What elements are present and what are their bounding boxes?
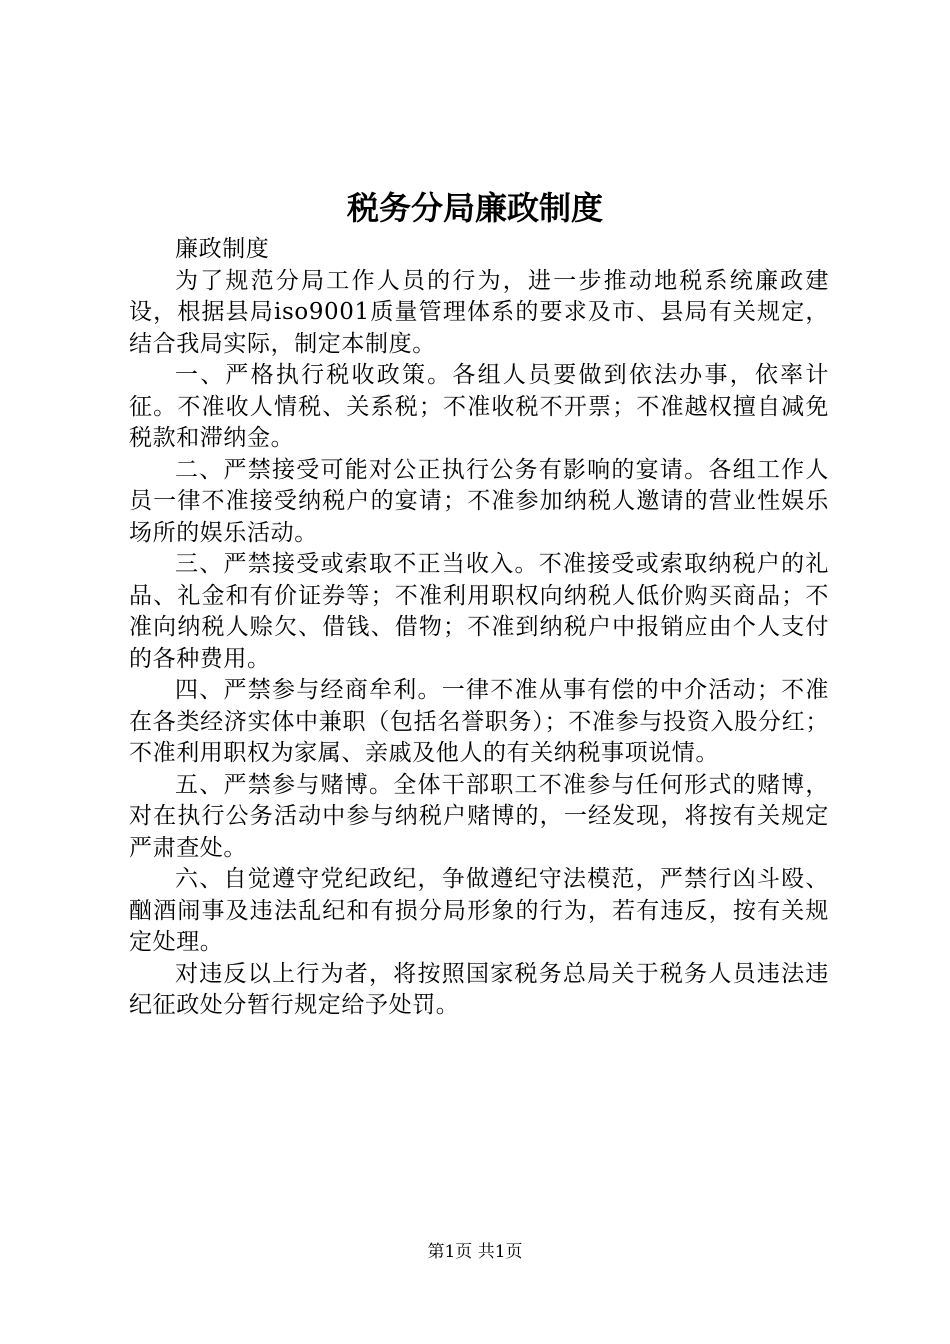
paragraph-rule-4: 四、严禁参与经商牟利。一律不准从事有偿的中介活动；不准在各类经济实体中兼职（包括名誉职务）；不准参与投资入股分红；不准利用职权为家属、亲戚及他人的有关纳税事项说情。 <box>129 677 829 766</box>
paragraph-heading: 廉政制度 <box>175 236 270 262</box>
document-title: 税务分局廉政制度 <box>346 189 603 227</box>
paragraph-intro: 为了规范分局工作人员的行为，进一步推动地税系统廉政建设，根据县局iso9001质量管理体系的要求及市、县局有关规定，结合我局实际，制定本制度。 <box>129 267 829 357</box>
paragraph-rule-6: 六、自觉遵守党纪政纪，争做遵纪守法模范，严禁行凶斗殴、酗酒闹事及违法乱纪和有损分局形象的行为，若有违反，按有关规定处理。 <box>129 866 829 955</box>
document-body <box>129 234 829 1022</box>
paragraph-rule-5: 五、严禁参与赌博。全体干部职工不准参与任何形式的赌博，对在执行公务活动中参与纳税户赌博的，一经发现，将按有关规定严肃查处。 <box>129 771 829 861</box>
paragraph-rule-3: 三、严禁接受或索取不正当收入。不准接受或索取纳税户的礼品、礼金和有价证券等；不准利用职权向纳税人低价购买商品；不准向纳税人赊欠、借钱、借物；不准到纳税户中报销应由个人支付的各种费用。 <box>129 551 829 672</box>
page-footer: 第1页 共1页 <box>427 1242 523 1262</box>
paragraph-rule-2: 二、严禁接受可能对公正执行公务有影响的宴请。各组工作人员一律不准接受纳税户的宴请；不准参加纳税人邀请的营业性娱乐场所的娱乐活动。 <box>129 456 829 546</box>
paragraph-penalty: 对违反以上行为者，将按照国家税务总局关于税务人员违法违纪征政处分暂行规定给予处罚。 <box>129 960 829 1018</box>
paragraph-rule-1: 一、严格执行税收政策。各组人员要做到依法办事，依率计征。不准收人情税、关系税；不准收税不开票；不准越权擅自减免税款和滞纳金。 <box>129 362 829 451</box>
